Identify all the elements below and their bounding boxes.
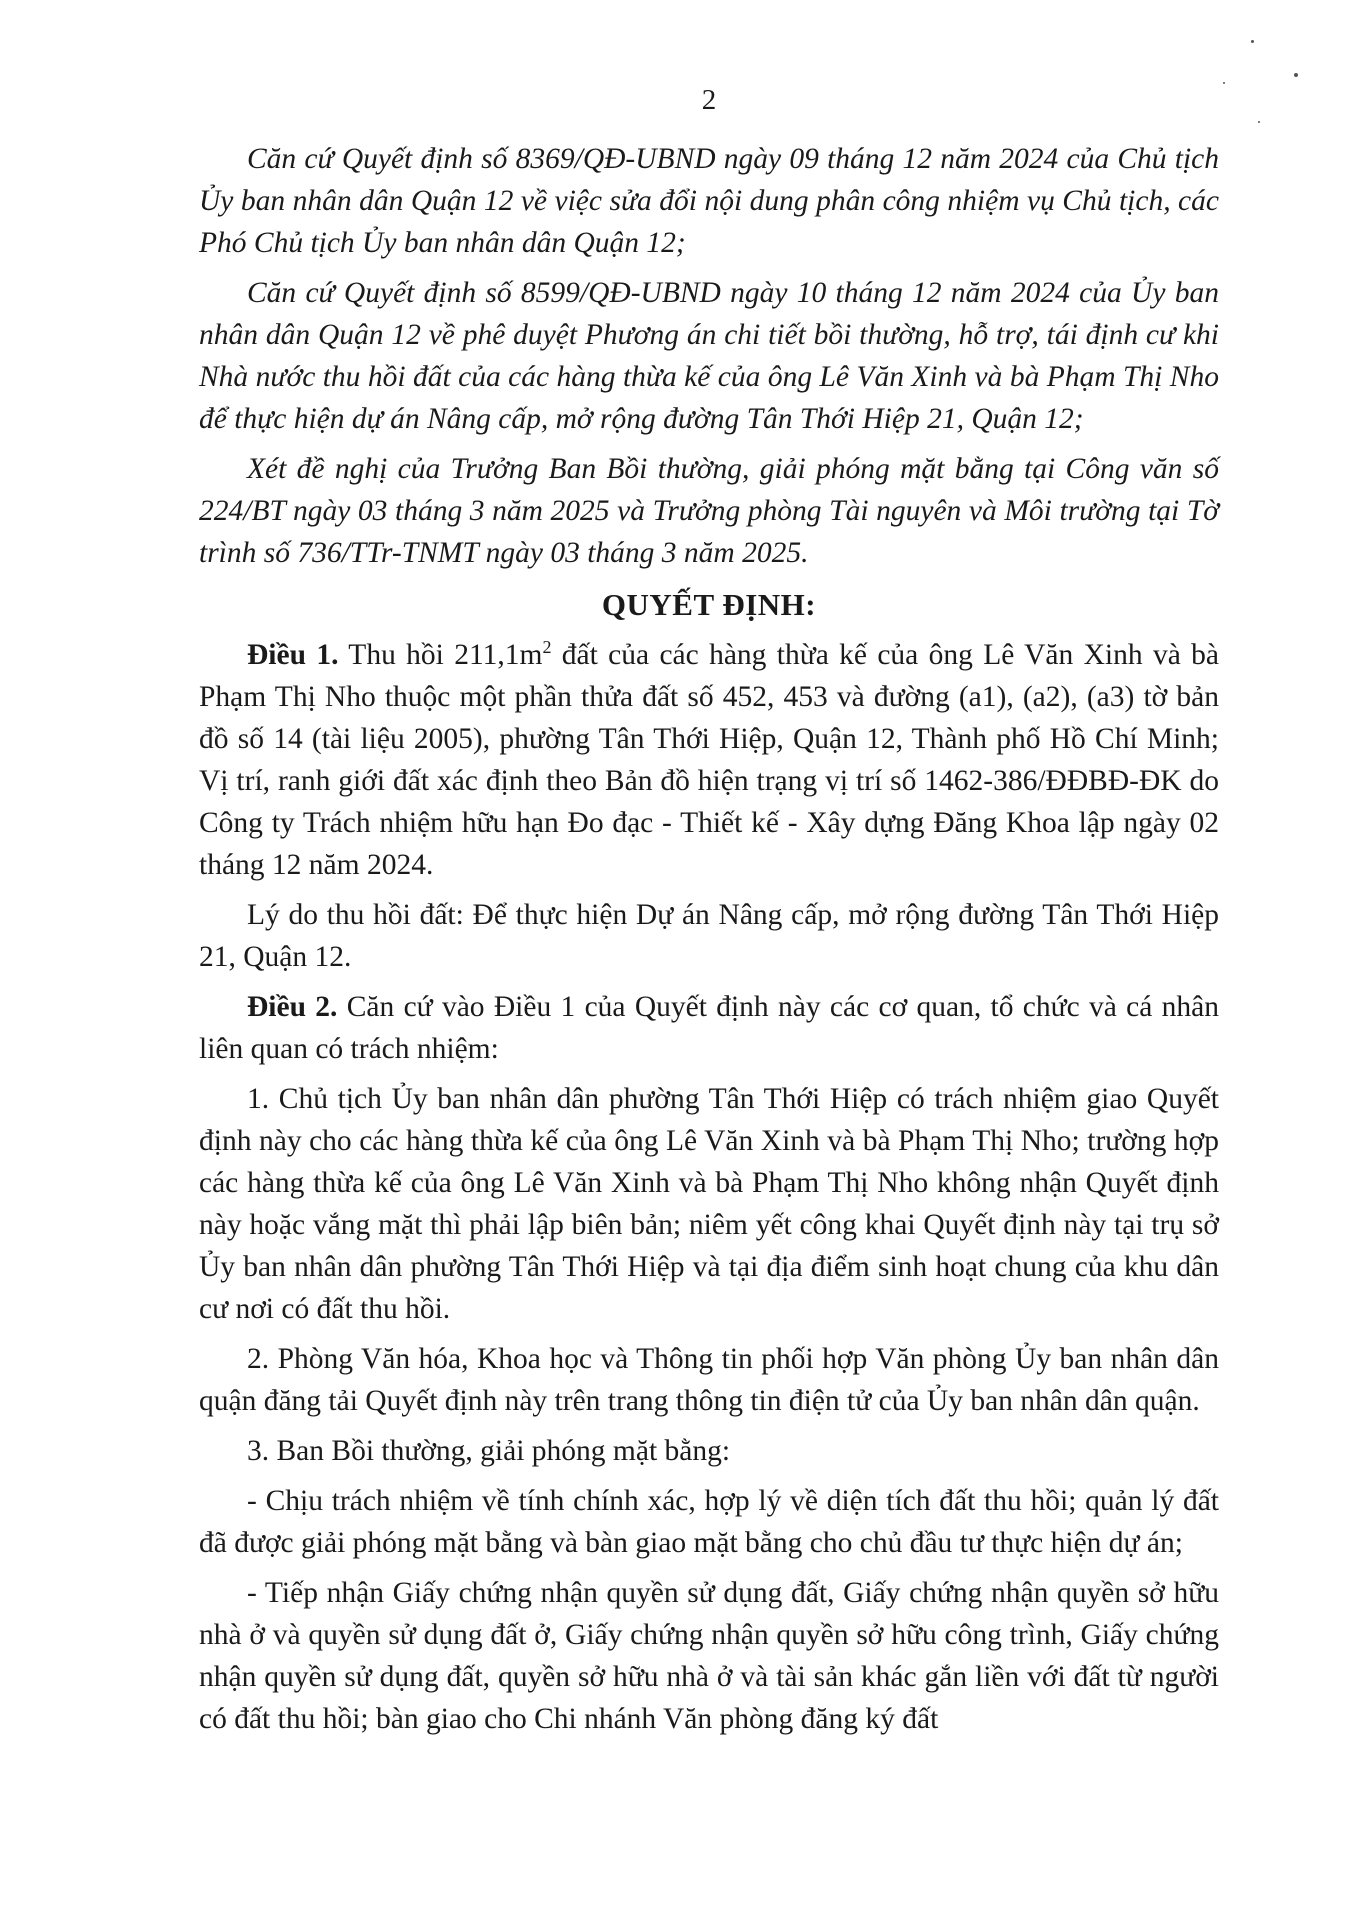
article-2-item: 3. Ban Bồi thường, giải phóng mặt bằng: (247, 1435, 731, 1467)
preamble-paragraph: Căn cứ Quyết định số 8369/QĐ-UBND ngày 09 tháng 12 năm 2024 của Chủ tịch Ủy ban nhân dân Quận 12 về việc sửa đổi nội dung phân công nhiệm vụ Chủ tịch, các Phó Chủ tịch Ủy ban nhân dân Quận 12; (199, 143, 1219, 259)
document-page (199, 80, 1219, 1748)
article-2-item: 1. Chủ tịch Ủy ban nhân dân phường Tân Thới Hiệp có trách nhiệm giao Quyết định này cho các hàng thừa kế của ông Lê Văn Xinh và bà Phạm Thị Nho; trường hợp các hàng thừa kế của ông Lê Văn Xinh và bà Phạm Thị Nho không nhận Quyết định này hoặc vắng mặt thì phải lập biên bản; niêm yết công khai Quyết định này tại trụ sở Ủy ban nhân dân phường Tân Thới Hiệp và tại địa điểm sinh hoạt chung của khu dân cư nơi có đất thu hồi. (199, 1083, 1219, 1325)
article-1-text: Thu hồi 211,1m (338, 639, 543, 671)
article-2-intro: Căn cứ vào Điều 1 của Quyết định này các cơ quan, tổ chức và cá nhân liên quan có trách nhiệm: (199, 991, 1219, 1065)
preamble-paragraph: Xét đề nghị của Trưởng Ban Bồi thường, giải phóng mặt bằng tại Công văn số 224/BT ngày 03 tháng 3 năm 2025 và Trưởng phòng Tài nguyên và Môi trường tại Tờ trình số 736/TTr-TNMT ngày 03 tháng 3 năm 2025. (199, 453, 1219, 569)
article-1-label: Điều 1. (247, 639, 339, 671)
article-2-item: - Tiếp nhận Giấy chứng nhận quyền sử dụng đất, Giấy chứng nhận quyền sở hữu nhà ở và quyền sử dụng đất ở, Giấy chứng nhận quyền sở hữu công trình, Giấy chứng nhận quyền sử dụng đất, quyền sở hữu nhà ở và tài sản khác gắn liền với đất từ người có đất thu hồi; bàn giao cho Chi nhánh Văn phòng đăng ký đất (199, 1577, 1219, 1735)
scan-speck (1294, 73, 1298, 77)
scan-speck (1258, 121, 1260, 123)
scan-speck (1251, 40, 1254, 43)
article-1-text-cont: đất của các hàng thừa kế của ông Lê Văn Xinh và bà Phạm Thị Nho thuộc một phần thửa đất số 452, 453 và đường (a1), (a2), (a3) tờ bản đồ số 14 (tài liệu 2005), phường Tân Thới Hiệp, Quận 12, Thành phố Hồ Chí Minh; Vị trí, ranh giới đất xác định theo Bản đồ hiện trạng vị trí số 1462-386/ĐĐBĐ-ĐK do Công ty Trách nhiệm hữu hạn Đo đạc - Thiết kế - Xây dựng Đăng Khoa lập ngày 02 tháng 12 năm 2024. (199, 639, 1220, 881)
article-2-item: 2. Phòng Văn hóa, Khoa học và Thông tin phối hợp Văn phòng Ủy ban nhân dân quận đăng tải Quyết định này trên trang thông tin điện tử của Ủy ban nhân dân quận. (199, 1343, 1219, 1417)
decision-heading: QUYẾT ĐỊNH: (601, 587, 817, 622)
area-unit-superscript: 2 (542, 637, 552, 658)
article-2-label: Điều 2. (247, 991, 338, 1023)
article-1-reason: Lý do thu hồi đất: Để thực hiện Dự án Nâng cấp, mở rộng đường Tân Thới Hiệp 21, Quận 12. (199, 899, 1219, 973)
preamble-paragraph: Căn cứ Quyết định số 8599/QĐ-UBND ngày 10 tháng 12 năm 2024 của Ủy ban nhân dân Quận 12 về phê duyệt Phương án chi tiết bồi thường, hỗ trợ, tái định cư khi Nhà nước thu hồi đất của các hàng thừa kế của ông Lê Văn Xinh và bà Phạm Thị Nho để thực hiện dự án Nâng cấp, mở rộng đường Tân Thới Hiệp 21, Quận 12; (199, 277, 1219, 435)
page-number: 2 (701, 84, 717, 116)
article-2-item: - Chịu trách nhiệm về tính chính xác, hợp lý về diện tích đất thu hồi; quản lý đất đã được giải phóng mặt bằng và bàn giao mặt bằng cho chủ đầu tư thực hiện dự án; (199, 1485, 1219, 1559)
article-2-paragraph (199, 986, 1219, 1070)
scan-speck (1223, 82, 1225, 84)
article-1-paragraph (199, 634, 1219, 886)
